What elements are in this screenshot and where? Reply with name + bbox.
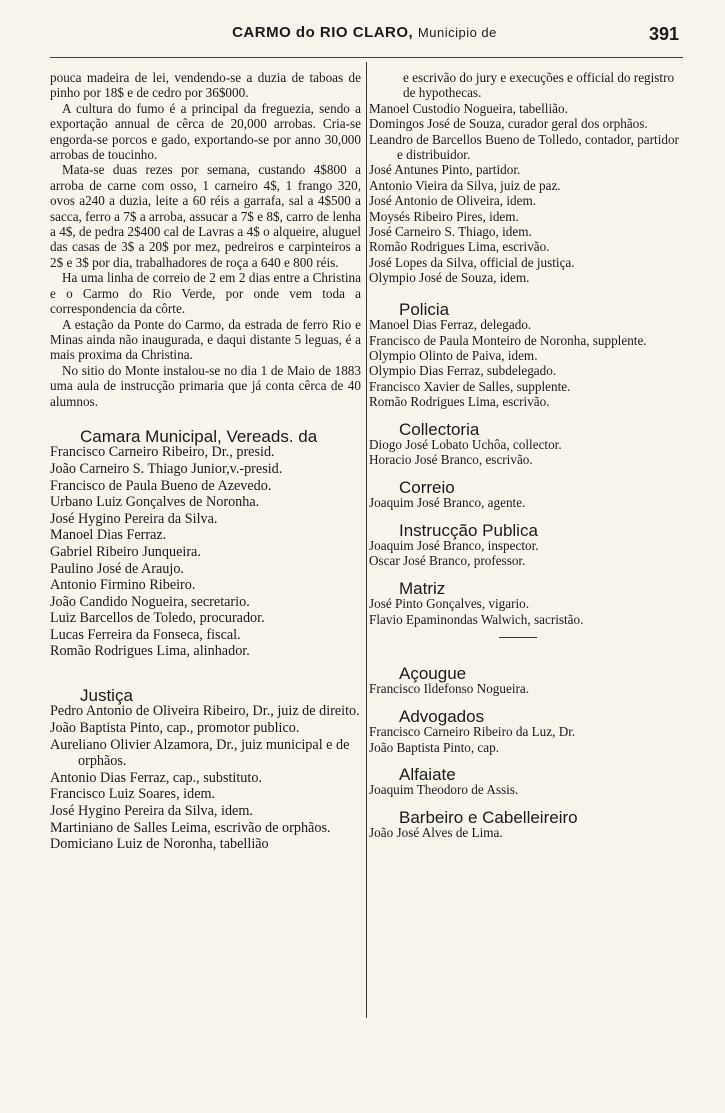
alfaiate-list (369, 782, 681, 797)
list-item: Francisco de Paula Bueno de Azevedo. (50, 477, 272, 494)
justica-list (50, 703, 361, 852)
right-column (369, 70, 681, 841)
list-item: Lucas Ferreira da Fonseca, fiscal. (50, 626, 241, 643)
list-item: Joaquim José Branco, agente. (369, 495, 526, 511)
acougue-list (369, 681, 681, 696)
acougue-heading: Açougue (399, 664, 467, 683)
intro-paragraph: Ha uma linha de correio de 2 em 2 dias entre a Christina e o Carmo do Rio Verde, por onde vem toda a correspondencia da côrte. (50, 270, 361, 317)
list-item: Manoel Dias Ferraz, delegado. (369, 317, 532, 333)
intro-paragraph: pouca madeira de lei, vendendo-se a duzia de taboas de pinho por 18$ e de cedro por 36$000. (50, 70, 361, 101)
intro-paragraph: Mata-se duas rezes por semana, custando 4$800 a arroba de carne com osso, 1 carneiro 4$, 1 frango 320, ovos a240 a duzia, leite a 60 réis a garrafa, sal a 4$500 a sacca, ferro a 7$ a arroba, assucar a 7$ e 8$, carro de lenha a 4$, de pedra 2$400 cal de Lavras a 4$ o alqueire, aluguel das casas de 3$ a 20$ por mez, pedreiros e carpinteiros a 2$ e 3$ por dia, trabalhadores de roça a 640 e 800 réis. (50, 162, 361, 270)
list-item: José Hygino Pereira da Silva. (50, 510, 218, 527)
list-item: José Antunes Pinto, partidor. (369, 162, 521, 178)
list-item: Antonio Firmino Ribeiro. (50, 577, 196, 594)
list-item: Paulino José de Araujo. (50, 560, 184, 577)
list-item: João José Alves de Lima. (369, 825, 503, 841)
list-item: Gabriel Ribeiro Junqueira. (50, 543, 201, 560)
list-item: Olympio Dias Ferraz, subdelegado. (369, 363, 557, 379)
list-item: Aureliano Olivier Alzamora, Dr., juiz municipal e de orphãos. (50, 736, 350, 770)
header-title-bold: CARMO do RIO CLARO, (232, 24, 414, 41)
intro-text (50, 70, 361, 409)
list-item: José Carneiro S. Thiago, idem. (369, 224, 532, 240)
collectoria-list (369, 437, 681, 468)
justica-list-cont (369, 101, 681, 286)
collectoria-heading: Collectoria (399, 419, 480, 439)
left-column (50, 70, 361, 853)
list-item: Joaquim Theodoro de Assis. (369, 782, 519, 798)
justica-continuation: e escrivão do jury e execuções e official do registro de hypothecas. (403, 70, 675, 101)
list-item: José Hygino Pereira da Silva, idem. (50, 803, 253, 820)
intro-paragraph: A cultura do fumo é a principal da freguezia, sendo a exportação annual de cêrca de 20,000 arrobas. Cria-se engorda-se porcos e gado, exportando-se por anno 30,000 arrobas de toucinho. (50, 100, 361, 163)
header-title-rest: Municipio de (417, 25, 497, 40)
list-item: Francisco Carneiro Ribeiro, Dr., presid. (50, 444, 275, 461)
list-item: Leandro de Barcellos Bueno de Tolledo, contador, partidor e distribuidor. (369, 131, 679, 163)
list-item: Joaquim José Branco, inspector. (369, 537, 539, 553)
barbeiro-heading: Barbeiro e Cabelleireiro (399, 807, 578, 827)
list-item: Oscar José Branco, professor. (369, 553, 526, 569)
list-item: Francisco Ildefonso Nogueira. (369, 681, 530, 697)
header-rule (50, 57, 683, 58)
list-item: Manoel Dias Ferraz. (50, 527, 167, 544)
intro-paragraph: A estação da Ponte do Carmo, da estrada de ferro Rio e Minas ainda não inaugurada, e daqui distante 5 leguas, é a mais proxima da Christina. (50, 316, 361, 363)
camara-list (50, 444, 361, 660)
list-item: Manoel Custodio Nogueira, tabellião. (369, 100, 568, 116)
column-divider (366, 62, 367, 1018)
list-item: Francisco de Paula Monteiro de Noronha, supplente. (369, 332, 647, 348)
list-item: João Baptista Pinto, cap., promotor publico. (50, 720, 300, 737)
list-item: João Candido Nogueira, secretario. (50, 593, 250, 610)
instruccao-list (369, 538, 681, 569)
list-item: Francisco Luiz Soares, idem. (50, 786, 216, 803)
correio-heading: Correio (399, 477, 455, 497)
intro-paragraph: No sitio do Monte instalou-se no dia 1 de Maio de 1883 uma aula de instrucção primaria que já conta cêrca de 40 alumnos. (50, 362, 361, 409)
correio-list (369, 495, 681, 510)
header-title (232, 24, 497, 41)
list-item: Romão Rodrigues Lima, escrivão. (369, 394, 550, 410)
list-item: Pedro Antonio de Oliveira Ribeiro, Dr., juiz de direito. (50, 703, 360, 720)
instruccao-heading: Instrucção Publica (399, 520, 538, 540)
list-item: Domingos José de Souza, curador geral dos orphãos. (369, 116, 648, 132)
justica-heading: Justiça (80, 686, 133, 706)
policia-heading: Policia (399, 299, 450, 319)
matriz-heading: Matriz (399, 578, 446, 598)
list-item: Antonio Vieira da Silva, juiz de paz. (369, 177, 561, 193)
list-item: José Antonio de Oliveira, idem. (369, 193, 537, 209)
list-item: Francisco Carneiro Ribeiro da Luz, Dr. (369, 724, 576, 740)
matriz-list (369, 596, 681, 627)
barbeiro-list (369, 825, 681, 840)
list-item: João Carneiro S. Thiago Junior,v.-presid. (50, 460, 283, 477)
list-item: Diogo José Lobato Uchôa, collector. (369, 436, 562, 452)
list-item: Urbano Luiz Gonçalves de Noronha. (50, 494, 260, 511)
list-item: Romão Rodrigues Lima, escrivão. (369, 239, 550, 255)
advogados-list (369, 724, 681, 755)
list-item: José Pinto Gonçalves, vigario. (369, 596, 530, 612)
list-item: João Baptista Pinto, cap. (369, 739, 500, 755)
list-item: Horacio José Branco, escrivão. (369, 452, 533, 468)
list-item: Olympio José de Souza, idem. (369, 270, 530, 286)
list-item: Romão Rodrigues Lima, alinhador. (50, 643, 250, 660)
camara-heading: Camara Municipal, Vereads. da (80, 426, 318, 446)
list-item: Olympio Olinto de Paiva, idem. (369, 347, 538, 363)
advogados-heading: Advogados (399, 706, 485, 726)
list-item: Luiz Barcellos de Toledo, procurador. (50, 610, 265, 627)
page-number: 391 (648, 24, 679, 44)
list-item: Flavio Epaminondas Walwich, sacristão. (369, 611, 584, 627)
list-item: Martiniano de Salles Leima, escrivão de orphãos. (50, 819, 331, 836)
list-item: José Lopes da Silva, official de justiça. (369, 254, 575, 270)
list-item: Moysés Ribeiro Pires, idem. (369, 208, 519, 224)
running-header (50, 24, 679, 52)
list-item: Antonio Dias Ferraz, cap., substituto. (50, 769, 262, 786)
list-item: Domiciano Luiz de Noronha, tabellião (50, 836, 269, 853)
policia-list (369, 317, 681, 409)
list-item: Francisco Xavier de Salles, supplente. (369, 378, 571, 394)
alfaiate-heading: Alfaiate (399, 765, 456, 785)
